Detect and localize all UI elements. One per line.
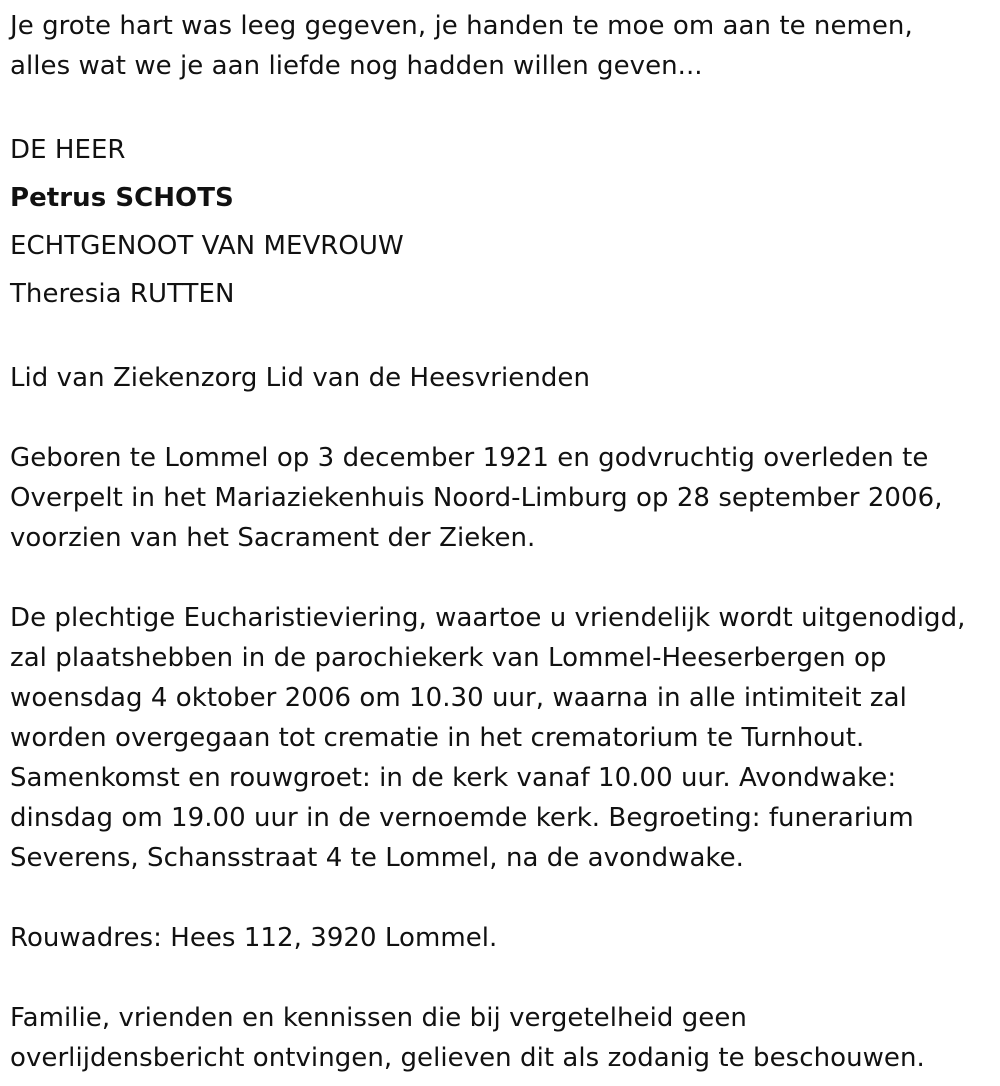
spouse-name: Theresia RUTTEN (10, 279, 235, 309)
birth-death-block (10, 438, 995, 558)
deceased-name: Petrus SCHOTS (10, 183, 234, 213)
spacer (10, 958, 995, 998)
closing-line: overlijdensbericht ontvingen, gelieven dit als zodanig te beschouwen. (10, 1043, 925, 1073)
closing-block (10, 998, 995, 1078)
birth-death-line: Geboren te Lommel op 3 december 1921 en godvruchtig overleden te (10, 443, 929, 473)
poem-block (10, 6, 995, 86)
birth-death-line: Overpelt in het Mariaziekenhuis Noord-Limburg op 28 september 2006, (10, 483, 943, 513)
spacer (10, 398, 995, 438)
birth-death-line: voorzien van het Sacrament der Zieken. (10, 523, 536, 553)
relation-label: ECHTGENOOT VAN MEVROUW (10, 231, 404, 261)
poem-line: Je grote hart was leeg gegeven, je handen te moe om aan te nemen, (10, 11, 913, 41)
mourning-address: Rouwadres: Hees 112, 3920 Lommel. (10, 923, 498, 953)
honorific: DE HEER (10, 135, 126, 165)
spacer (10, 558, 995, 598)
memberships-block (10, 358, 995, 398)
poem-line: alles wat we je aan liefde nog hadden willen geven... (10, 51, 703, 81)
spacer (10, 318, 995, 358)
spacer (10, 86, 995, 126)
spacer (10, 878, 995, 918)
ceremony-line: De plechtige Eucharistieviering, waartoe u vriendelijk wordt uitgenodigd, (10, 603, 966, 633)
ceremony-line: woensdag 4 oktober 2006 om 10.30 uur, waarna in alle intimiteit zal (10, 683, 907, 713)
ceremony-line: Severens, Schansstraat 4 te Lommel, na de avondwake. (10, 843, 744, 873)
ceremony-line: zal plaatshebben in de parochiekerk van Lommel-Heeserbergen op (10, 643, 887, 673)
memberships-text: Lid van Ziekenzorg Lid van de Heesvrienden (10, 363, 590, 393)
closing-line: Familie, vrienden en kennissen die bij vergetelheid geen (10, 1003, 747, 1033)
address-block (10, 918, 995, 958)
names-block (10, 126, 995, 318)
ceremony-line: Samenkomst en rouwgroet: in de kerk vanaf 10.00 uur. Avondwake: (10, 763, 897, 793)
obituary-document (10, 6, 995, 1078)
ceremony-block (10, 598, 995, 878)
ceremony-line: dinsdag om 19.00 uur in de vernoemde kerk. Begroeting: funerarium (10, 803, 914, 833)
ceremony-line: worden overgegaan tot crematie in het crematorium te Turnhout. (10, 723, 865, 753)
